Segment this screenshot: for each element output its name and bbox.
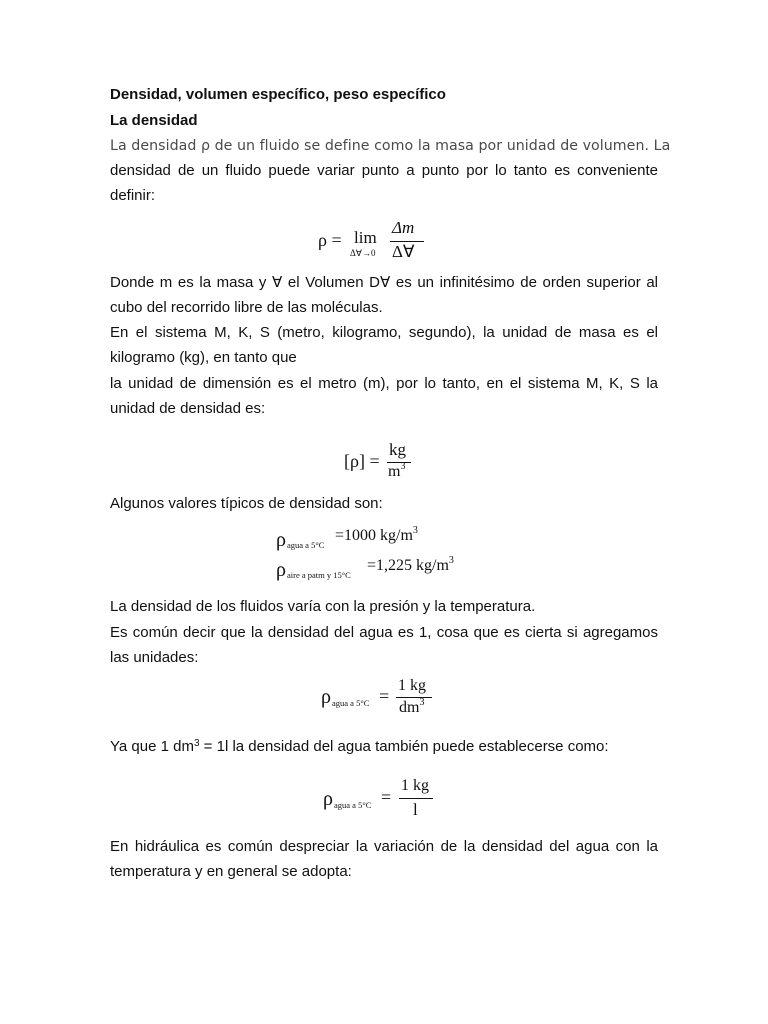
eq3-air-subscript: aire a patm y 15°C xyxy=(287,570,351,580)
eq2-denominator-exponent: 3 xyxy=(400,461,406,472)
paragraph-6-line-2: las unidades: xyxy=(110,649,199,666)
paragraph-1-line-2: cubo del recorrido libre de las moléculas. xyxy=(110,299,383,316)
eq3-air-value: =1,225 kg/m xyxy=(367,557,449,574)
eq2-lhs: [ρ] = xyxy=(344,451,380,471)
paragraph-4: Algunos valores típicos de densidad son: xyxy=(110,495,383,512)
paragraph-3-line-2: unidad de densidad es: xyxy=(110,400,266,417)
eq3-air-exponent: 3 xyxy=(448,555,454,566)
eq4-subscript: agua a 5°C xyxy=(332,698,370,708)
paragraph-1-line-1: Donde m es la masa y ∀ el Volumen D∀ es un infinitésimo de orden superior al xyxy=(110,274,658,291)
paragraph-2-line-2: kilogramo (kg), en tanto que xyxy=(110,349,297,366)
eq1-lhs: ρ = xyxy=(318,230,342,250)
intro-line-2: densidad de un fluido puede variar punto a punto por lo tanto es conveniente xyxy=(110,162,658,179)
eq5-rho: ρ xyxy=(323,788,333,810)
paragraph-7 xyxy=(110,738,658,758)
paragraph-3-line-1: la unidad de dimensión es el metro (m), por lo tanto, en el sistema M, K, S la xyxy=(110,375,658,392)
typical-density-values xyxy=(276,523,486,587)
eq3-water-value: =1000 kg/m xyxy=(335,527,413,544)
eq2-numerator: kg xyxy=(389,440,406,459)
paragraph-8-line-1: En hidráulica es común despreciar la variación de la densidad del agua con la xyxy=(110,838,658,855)
paragraph-2-line-1: En el sistema M, K, S (metro, kilogramo, segundo), la unidad de masa es el xyxy=(110,324,658,341)
eq5-fraction-bar xyxy=(399,798,433,799)
paragraph-7-part-a: Ya que 1 dm xyxy=(110,738,194,755)
eq1-numerator: Δm xyxy=(392,218,415,237)
eq4-fraction-bar xyxy=(396,697,432,698)
eq5-subscript: agua a 5°C xyxy=(334,800,372,810)
eq3-water-exponent: 3 xyxy=(412,525,418,536)
paragraph-7-exponent: 3 xyxy=(193,738,200,749)
eq3-rho-air: ρ xyxy=(276,559,286,581)
density-unit-equation xyxy=(344,440,424,486)
subsection-title: La densidad xyxy=(110,112,198,129)
intro-line-1: La densidad ρ de un fluido se define como la masa por unidad de volumen. La xyxy=(110,138,671,154)
eq5-equals: = xyxy=(381,787,392,807)
paragraph-5: La densidad de los fluidos varía con la presión y la temperatura. xyxy=(110,598,536,615)
eq5-numerator: 1 kg xyxy=(401,777,429,794)
eq2-denominator: m xyxy=(388,463,401,480)
water-density-dm3-equation xyxy=(321,676,441,724)
eq5-denominator: l xyxy=(413,800,418,819)
intro-line-3: definir: xyxy=(110,187,156,204)
eq4-numerator: 1 kg xyxy=(398,677,426,694)
eq1-lim: lim xyxy=(354,228,377,247)
paragraph-8-line-2: temperatura y en general se adopta: xyxy=(110,863,352,880)
eq3-water-subscript: agua a 5°C xyxy=(287,540,325,550)
paragraph-7-part-b: = 1l la densidad del agua también puede establecerse como: xyxy=(199,738,609,755)
eq4-denominator: dm xyxy=(399,699,420,716)
eq4-denominator-exponent: 3 xyxy=(419,697,425,708)
eq1-lim-subscript: Δ∀→0 xyxy=(350,248,376,258)
density-limit-equation xyxy=(318,218,428,264)
eq4-equals: = xyxy=(379,686,390,706)
water-density-liter-equation xyxy=(323,776,443,824)
eq4-rho: ρ xyxy=(321,686,331,708)
paragraph-6-line-1: Es común decir que la densidad del agua es 1, cosa que es cierta si agregamos xyxy=(110,624,658,641)
eq3-rho-water: ρ xyxy=(276,529,286,551)
section-title: Densidad, volumen específico, peso específico xyxy=(110,86,446,103)
eq1-denominator: Δ∀ xyxy=(392,242,415,261)
